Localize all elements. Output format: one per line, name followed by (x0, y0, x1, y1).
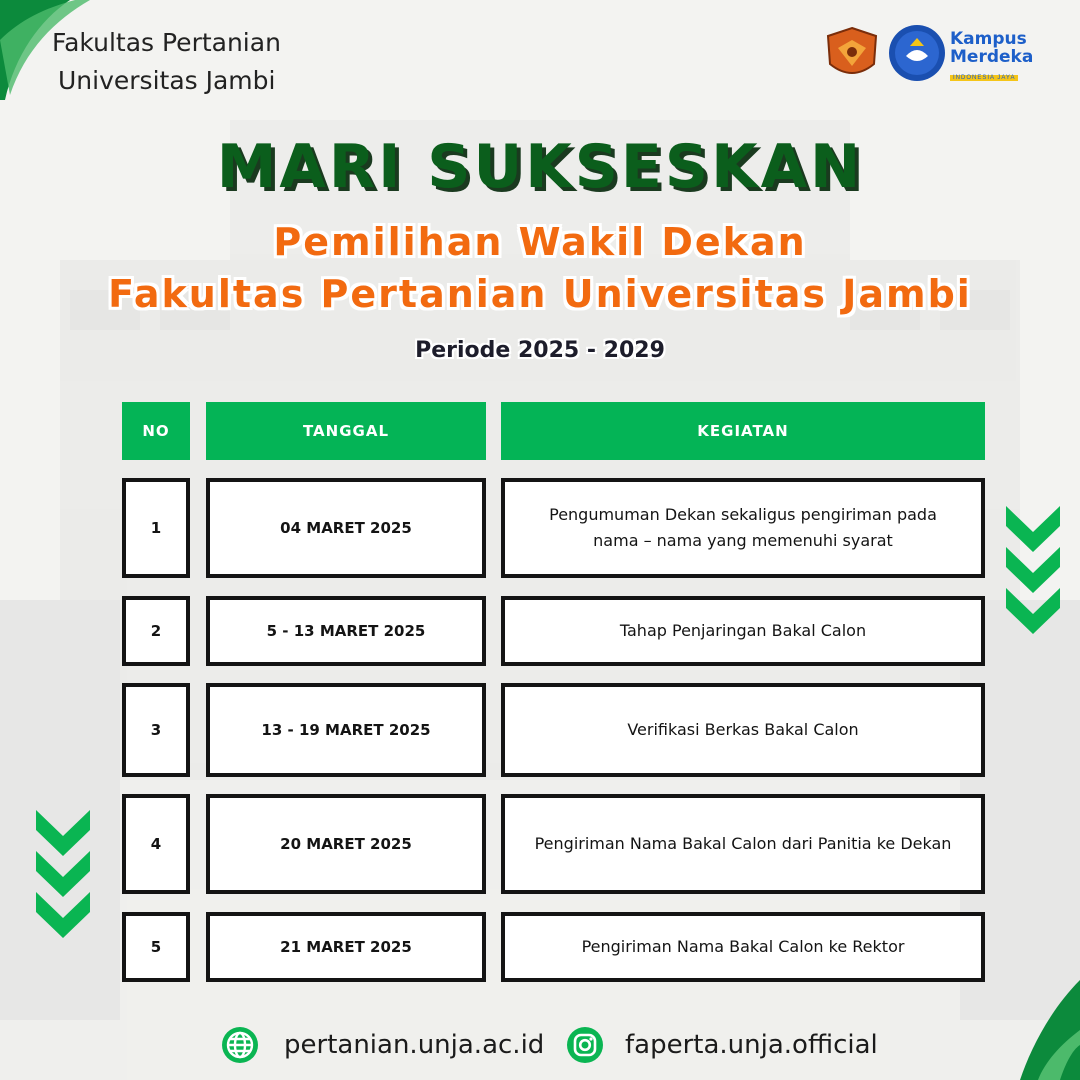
row-date: 5 - 13 MARET 2025 (206, 596, 486, 666)
kampus-word: Kampus (950, 29, 1027, 49)
row-no: 3 (122, 683, 190, 777)
header-tanggal: TANGGAL (206, 402, 486, 460)
instagram-link[interactable] (565, 1020, 878, 1070)
instagram-text: faperta.unja.official (625, 1030, 878, 1060)
faculty-line-1: Fakultas Pertanian (52, 28, 281, 57)
periode-label: Periode 2025 - 2029 (415, 338, 665, 363)
chevron-down-icon (1004, 504, 1062, 638)
kampus-merdeka-logo (950, 29, 1040, 81)
row-date: 20 MARET 2025 (206, 794, 486, 894)
subtitle-line-2: Fakultas Pertanian Universitas Jambi (108, 272, 972, 316)
header-kegiatan: KEGIATAN (501, 402, 985, 460)
website-link[interactable] (220, 1020, 544, 1070)
row-no: 2 (122, 596, 190, 666)
row-activity: Verifikasi Berkas Bakal Calon (501, 683, 985, 777)
header-no: NO (122, 402, 190, 460)
row-activity: Tahap Penjaringan Bakal Calon (501, 596, 985, 666)
row-activity: Pengiriman Nama Bakal Calon dari Panitia ke Dekan (501, 794, 985, 894)
globe-icon (220, 1025, 260, 1065)
faculty-line-2: Universitas Jambi (58, 66, 276, 95)
row-date: 21 MARET 2025 (206, 912, 486, 982)
row-date: 04 MARET 2025 (206, 478, 486, 578)
instagram-icon (565, 1025, 605, 1065)
row-no: 1 (122, 478, 190, 578)
indonesia-jaya-tagline: INDONESIA JAYA (950, 75, 1018, 81)
row-activity: Pengumuman Dekan sekaligus pengiriman pada nama – nama yang memenuhi syarat (501, 478, 985, 578)
merdeka-word: Merdeka (950, 47, 1034, 67)
website-text: pertanian.unja.ac.id (284, 1030, 545, 1060)
main-title: MARI SUKSESKAN (216, 132, 864, 202)
row-activity: Pengiriman Nama Bakal Calon ke Rektor (501, 912, 985, 982)
row-date: 13 - 19 MARET 2025 (206, 683, 486, 777)
chevron-down-icon (34, 808, 92, 942)
subtitle-line-1: Pemilihan Wakil Dekan (273, 220, 807, 264)
university-emblem (824, 26, 880, 82)
row-no: 4 (122, 794, 190, 894)
row-no: 5 (122, 912, 190, 982)
faculty-name (52, 24, 281, 100)
tut-wuri-handayani-logo (888, 24, 946, 82)
